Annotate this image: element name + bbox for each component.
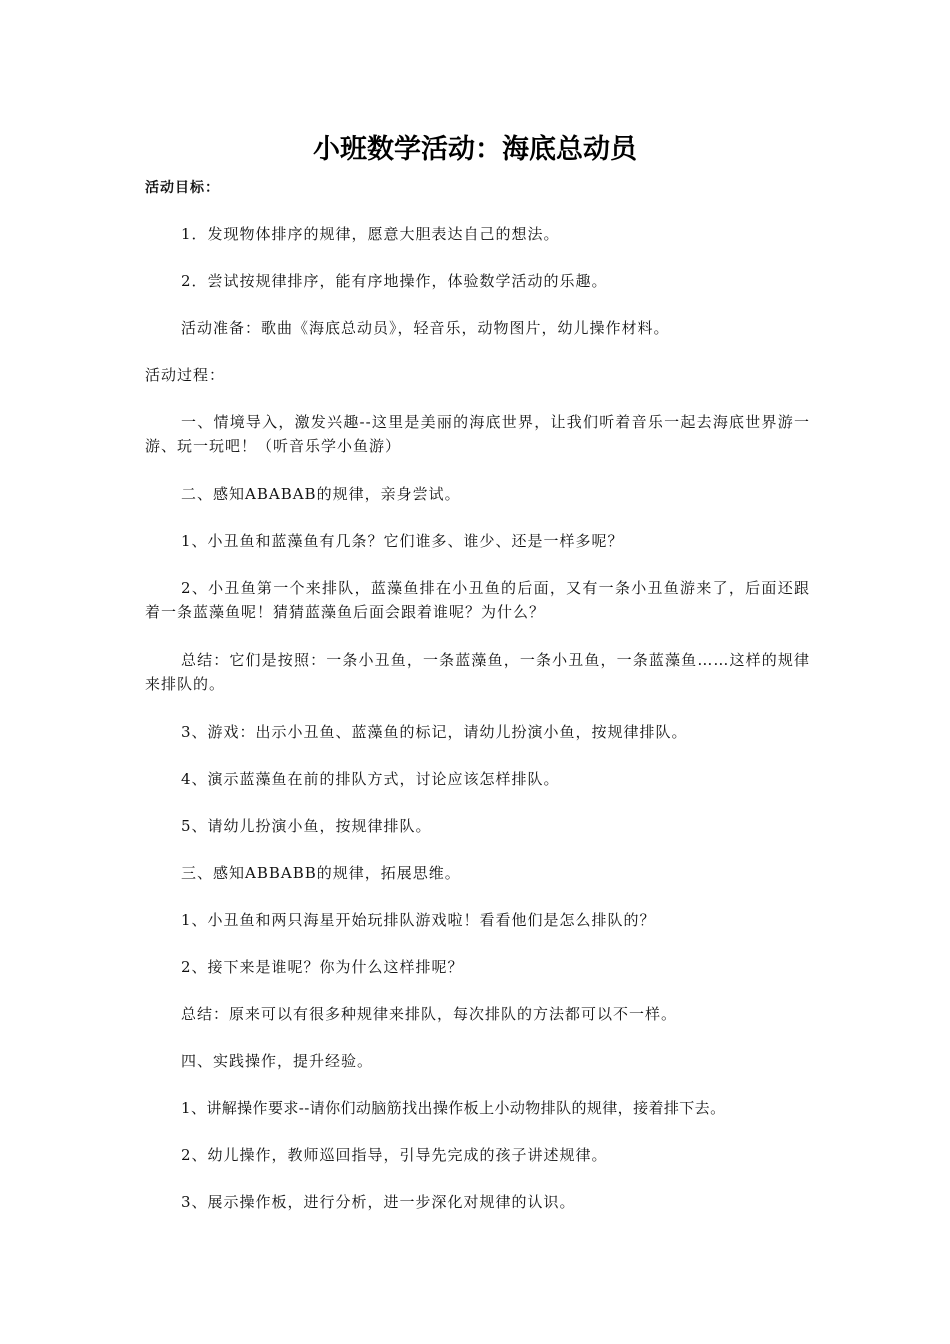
goal-item-2: 2．尝试按规律排序，能有序地操作，体验数学活动的乐趣。 xyxy=(181,272,608,290)
process-step-3-item-1: 1、小丑鱼和两只海星开始玩排队游戏啦！看看他们是怎么排队的？ xyxy=(181,911,656,929)
process-step-3-summary: 总结：原来可以有很多种规律来排队，每次排队的方法都可以不一样。 xyxy=(181,1005,678,1023)
process-step-3-item-2: 2、接下来是谁呢？你为什么这样排呢？ xyxy=(181,958,464,976)
process-step-4-item-3: 3、展示操作板，进行分析，进一步深化对规律的认识。 xyxy=(181,1193,576,1211)
goal-item-1: 1．发现物体排序的规律，愿意大胆表达自己的想法。 xyxy=(181,225,560,243)
process-step-2-item-5: 5、请幼儿扮演小鱼，按规律排队。 xyxy=(181,817,432,835)
process-step-2-heading: 二、感知ABABAB的规律，亲身尝试。 xyxy=(181,485,461,503)
process-step-1: 一、情境导入，激发兴趣--这里是美丽的海底世界，让我们听着音乐一起去海底世界游一游、玩一玩吧！（听音乐学小鱼游） xyxy=(145,413,810,455)
process-step-4-item-1: 1、讲解操作要求--请你们动脑筋找出操作板上小动物排队的规律，接着排下去。 xyxy=(181,1099,726,1117)
process-step-3-heading: 三、感知ABBABB的规律，拓展思维。 xyxy=(181,864,461,882)
section-heading-goals: 活动目标： xyxy=(145,180,220,196)
process-step-2-item-3: 3、游戏：出示小丑鱼、蓝藻鱼的标记，请幼儿扮演小鱼，按规律排队。 xyxy=(181,723,688,741)
section-heading-process: 活动过程： xyxy=(145,366,226,384)
process-step-4-heading: 四、实践操作，提升经验。 xyxy=(181,1052,374,1070)
process-step-2-summary: 总结：它们是按照：一条小丑鱼，一条蓝藻鱼，一条小丑鱼，一条蓝藻鱼……这样的规律来排队的。 xyxy=(145,651,810,693)
document-title: 小班数学活动：海底总动员 xyxy=(313,134,637,165)
process-step-2-item-1: 1、小丑鱼和蓝藻鱼有几条？它们谁多、谁少、还是一样多呢？ xyxy=(181,532,624,550)
process-step-2-item-2: 2、小丑鱼第一个来排队，蓝藻鱼排在小丑鱼的后面，又有一条小丑鱼游来了，后面还跟着一条蓝藻鱼呢！猜猜蓝藻鱼后面会跟着谁呢？为什么？ xyxy=(145,579,810,621)
preparation-paragraph: 活动准备：歌曲《海底总动员》，轻音乐，动物图片，幼儿操作材料。 xyxy=(181,319,670,337)
process-step-4-item-2: 2、幼儿操作，教师巡回指导，引导先完成的孩子讲述规律。 xyxy=(181,1146,608,1164)
process-step-2-item-4: 4、演示蓝藻鱼在前的排队方式，讨论应该怎样排队。 xyxy=(181,770,560,788)
